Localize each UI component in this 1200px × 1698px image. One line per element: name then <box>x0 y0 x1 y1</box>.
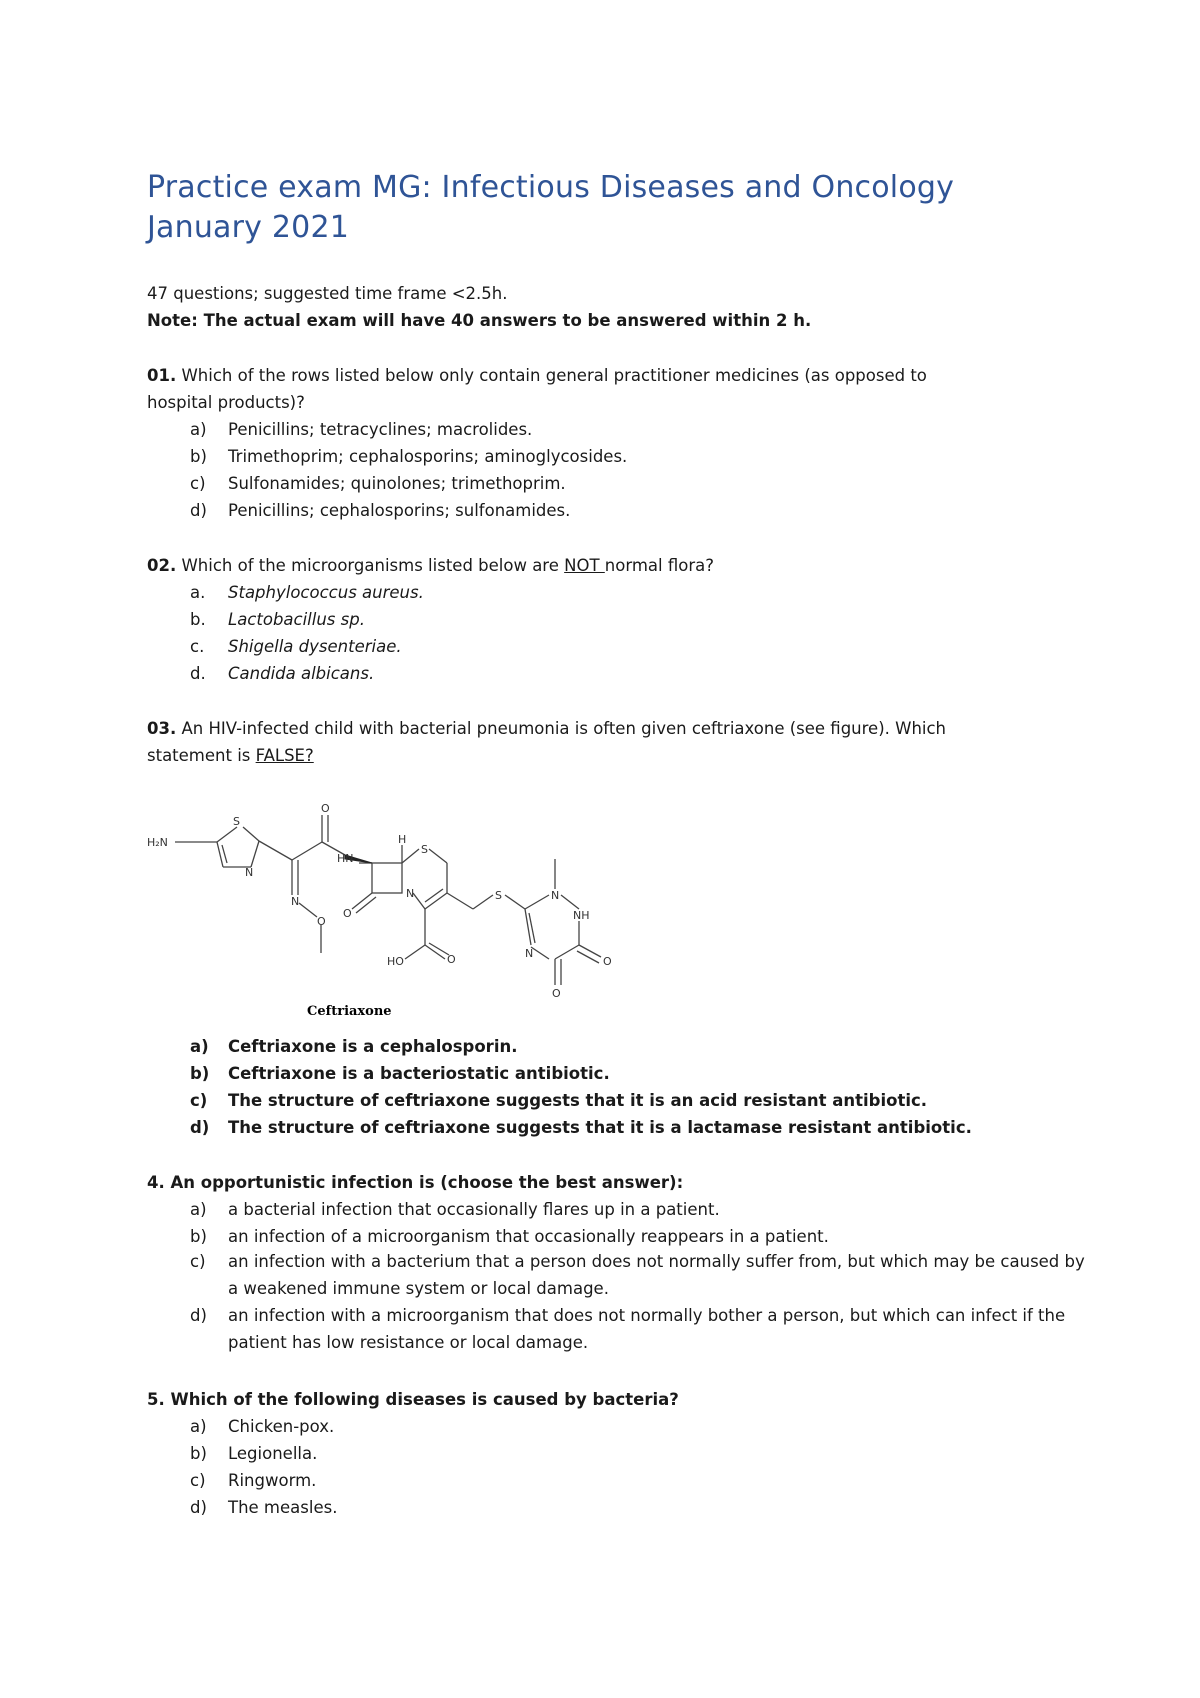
atom-label: O <box>343 907 352 920</box>
question-text: Which of the rows listed below only contain general practitioner medicines (as opposed to <box>176 366 927 385</box>
question-number: 4. <box>147 1173 165 1192</box>
atom-label: S <box>495 889 502 902</box>
page-title <box>147 168 954 248</box>
question-01-text-cont: hospital products)? <box>147 393 305 412</box>
atom-label: H <box>398 833 407 846</box>
atom-label: S <box>233 815 240 828</box>
question-number: 5. <box>147 1390 165 1409</box>
atom-label: O <box>321 802 330 815</box>
question-04-text: 4. An opportunistic infection is (choose the best answer): <box>147 1173 684 1192</box>
question-01-text <box>147 365 927 387</box>
question-03-text: 03. An HIV-infected child with bacterial pneumonia is often given ceftriaxone (see figure). Which <box>147 719 947 738</box>
atom-label: S <box>421 843 428 856</box>
answer-option: d) an infection with a microorganism that does not normally bother a person, but which can infect if the patient has low resistance or local damage. <box>190 1306 1066 1352</box>
atom-label: O <box>552 987 561 1000</box>
question-number: 01. <box>147 366 177 385</box>
atom-label: N <box>245 866 254 879</box>
figure-caption: Ceftriaxone <box>307 1004 392 1019</box>
title-line-2: January 2021 <box>147 210 350 245</box>
answer-option: c) an infection with a bacterium that a person does not normally suffer from, but which may be caused by a weakened immune system or local damage. <box>190 1252 1085 1298</box>
atom-label: O <box>317 915 326 928</box>
question-02-text: 02. Which of the microorganisms listed below are NOT normal flora? <box>147 556 714 575</box>
atom-label: NH <box>573 909 590 922</box>
atom-label: O <box>603 955 612 968</box>
question-number: 02. <box>147 556 177 575</box>
document-page: Practice exam MG: Infectious Diseases and Oncology January 2021 47 questions; suggested time frame <2.5h. Note: The actual exam will have 40 answers to be answered within 2 h. 01. Which of the rows listed below only contain general practitioner medicines (as opposed to hospital products)? a) Penicillins; tetracyclines; macrolides. b) Trimethoprim; cephalosporins; aminoglycosides. c) Sulfonamides; quinolones; trimethoprim. d) Penicillins; cephalosporins; sulfonamides. 02. Which of the microorganisms listed below are NOT normal flora? a. Staphylococcus aureus. b. Lactobacillus sp. c. Shigella dysenteriae. d. Candida albicans. 03. An HIV-infected child with bacterial pneumonia is often given ceftriaxone (see figure). Which statement is FALSE? S H₂N N O N O HN H S N O HO O S N NH N O O Ceftriaxone a) Ceftriaxone is a cephalosporin. b) Ceftriaxone is a bacteriostatic antibiotic. c) The structure of ceftriaxone suggests that it is an acid resistant antibiotic. d) The structure of ceftriaxone suggests that it is a lactamase resistant antibiotic. 4. An opportunistic infection is (choose the best answer): a) a bacterial infection that occasionally flares up in a patient. b) an infection of a microorganism that occasionally reappears in a patient. c) an infection with a bacterium that a person does not normally suffer from, but which may be caused by a weakened immune system or local damage. d) an infection with a microorganism that does not normally bother a person, but which can infect if the patient has low resistance or local damage. 5. Which of the following diseases is caused by bacteria? a) Chicken-pox. b) Legionella. c) Ringworm. d) The measles. <box>0 0 1200 1698</box>
atom-label: N <box>291 895 300 908</box>
atom-label: N <box>551 889 560 902</box>
question-03-text-cont: statement is FALSE? <box>147 746 314 765</box>
intro-note: Note: The actual exam will have 40 answers to be answered within 2 h. <box>147 311 812 330</box>
question-number: 03. <box>147 719 177 738</box>
question-05-text: 5. Which of the following diseases is caused by bacteria? <box>147 1390 679 1409</box>
atom-label: O <box>447 953 456 966</box>
ceftriaxone-structure-figure <box>147 797 667 1029</box>
atom-label: H₂N <box>147 836 168 849</box>
emphasis-not: NOT <box>564 556 605 575</box>
atom-label: N <box>406 887 415 900</box>
atom-label: HN <box>337 852 354 865</box>
atom-label: HO <box>387 955 404 968</box>
emphasis-false: FALSE? <box>255 746 314 765</box>
intro-line-1: 47 questions; suggested time frame <2.5h. <box>147 284 508 303</box>
title-line-1: Practice exam MG: Infectious Diseases and Oncology <box>147 170 955 205</box>
atom-label: N <box>525 947 534 960</box>
